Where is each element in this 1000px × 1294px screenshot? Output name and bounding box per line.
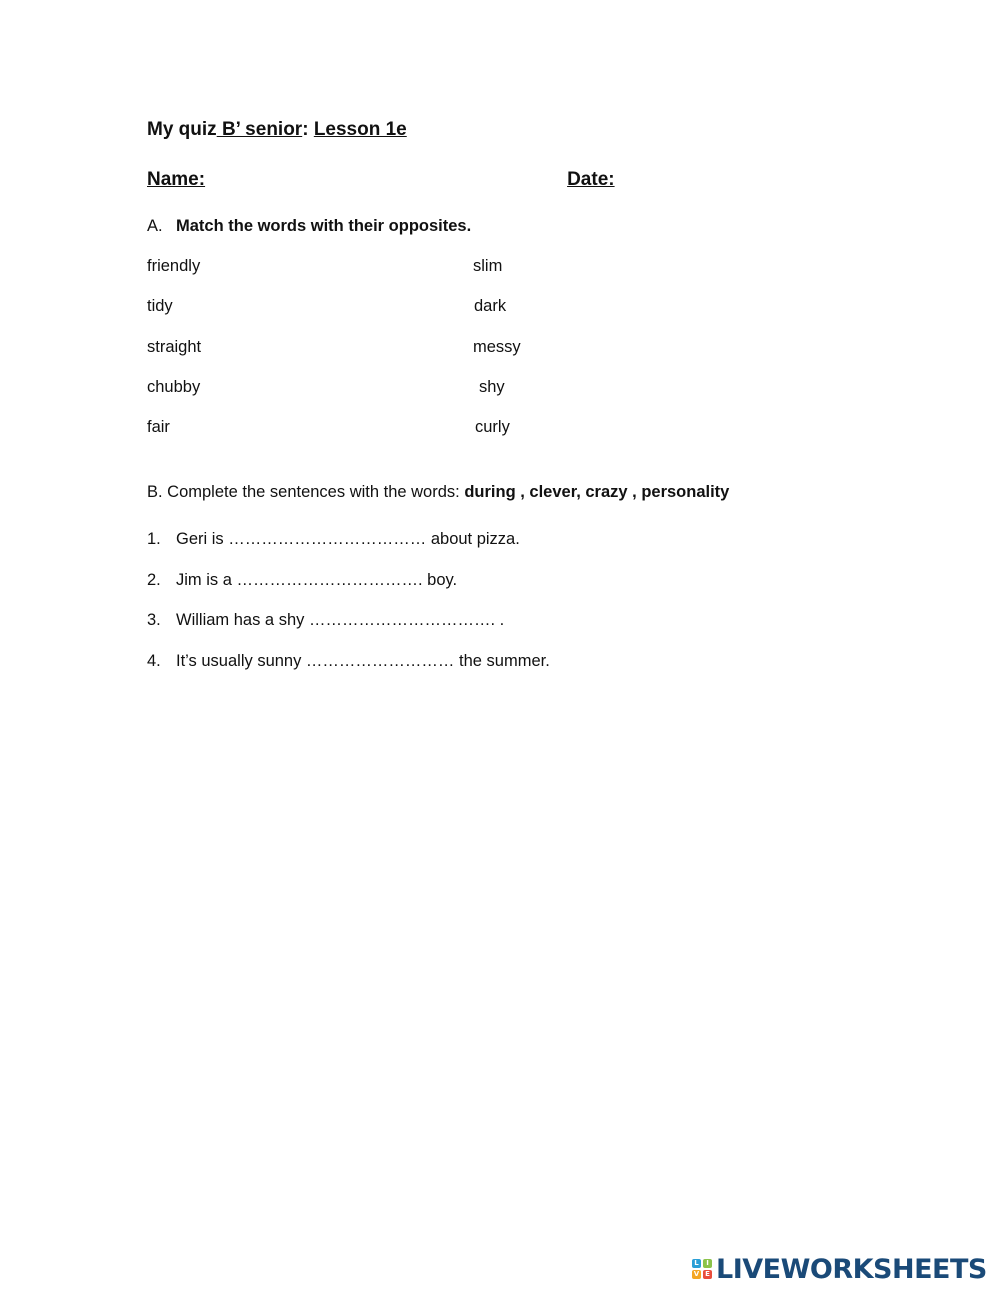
section-b-heading	[147, 483, 729, 502]
left-word[interactable]: tidy	[147, 297, 173, 316]
matching-pair	[147, 257, 647, 297]
liveworksheets-brand: LIVEWORKSHEETS	[716, 1253, 987, 1285]
liveworksheets-logo	[692, 1254, 987, 1284]
sentence-text[interactable]: William has a shy ……………………………. .	[176, 611, 505, 629]
right-word[interactable]: dark	[474, 297, 507, 316]
page-title	[147, 119, 407, 141]
sentence-item	[147, 611, 550, 652]
matching-pair	[147, 418, 647, 458]
section-b-word-bank: during , clever, crazy , personality	[464, 483, 730, 501]
name-date-row	[147, 169, 615, 191]
sentence-item	[147, 652, 550, 693]
left-word[interactable]: friendly	[147, 257, 201, 275]
matching-pair	[147, 338, 647, 378]
left-word[interactable]: fair	[147, 418, 170, 437]
title-colon: :	[302, 119, 314, 140]
right-word[interactable]: shy	[479, 377, 505, 396]
matching-pair	[147, 378, 647, 418]
left-word[interactable]: chubby	[147, 377, 201, 396]
title-level: B’ senior	[216, 119, 303, 140]
right-word[interactable]: slim	[473, 257, 503, 275]
title-lesson: Lesson 1e	[313, 119, 407, 140]
liveworksheets-logo-icon	[692, 1259, 712, 1279]
name-label: Name:	[147, 169, 206, 190]
left-word[interactable]: straight	[147, 337, 202, 356]
date-label: Date:	[567, 169, 615, 190]
sentence-item	[147, 530, 550, 571]
right-word[interactable]: curly	[475, 418, 510, 437]
logo-tile: V	[693, 1270, 700, 1278]
sentence-number: 2.	[147, 570, 161, 589]
section-b-instruction: B. Complete the sentences with the words:	[147, 483, 465, 501]
sentence-item	[147, 571, 550, 612]
sentence-text[interactable]: Jim is a ……………………………. boy.	[176, 570, 458, 589]
matching-pair	[147, 297, 647, 337]
section-a-instruction: Match the words with their opposites.	[176, 217, 472, 235]
sentence-number: 4.	[147, 651, 161, 670]
logo-tile: L	[692, 1259, 701, 1268]
right-word[interactable]: messy	[473, 337, 521, 356]
section-a-letter: A.	[147, 217, 163, 235]
matching-pairs	[147, 257, 647, 458]
logo-tile: I	[703, 1259, 712, 1268]
sentence-list	[147, 530, 550, 692]
section-a-heading	[147, 217, 471, 236]
title-prefix: My quiz	[147, 119, 217, 140]
sentence-text[interactable]: It’s usually sunny ……………………… the summer.	[176, 651, 550, 670]
sentence-number: 1.	[147, 530, 161, 548]
sentence-number: 3.	[147, 611, 161, 629]
logo-tile: E	[703, 1270, 712, 1279]
sentence-text[interactable]: Geri is ……………………………… about pizza.	[176, 530, 520, 548]
